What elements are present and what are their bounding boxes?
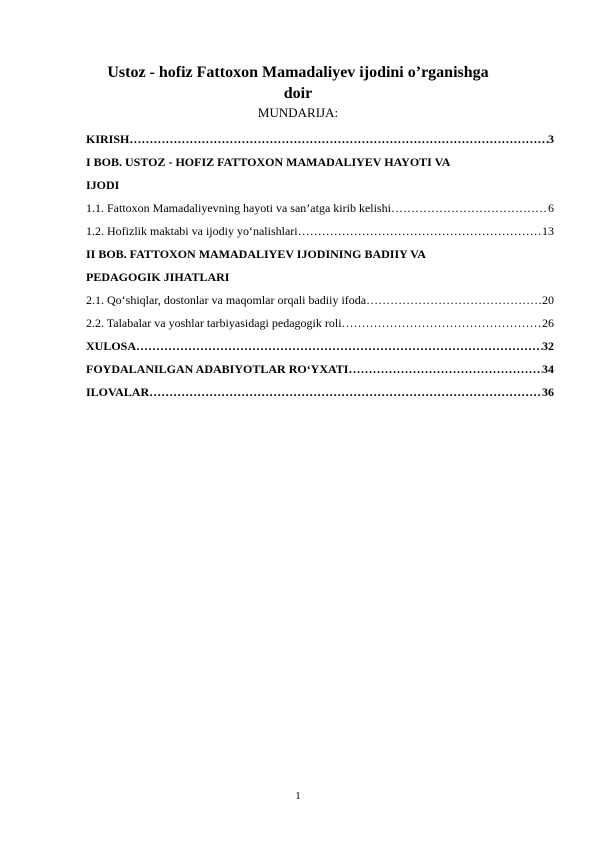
- toc-entry-appendices[interactable]: [86, 381, 554, 404]
- title-line-1: Ustoz - hofiz Fattoxon Mamadaliyev ijodini o’rganishga: [107, 64, 489, 81]
- toc-dot-leader: [136, 335, 542, 358]
- toc-dot-leader: [348, 358, 542, 381]
- table-of-contents: [86, 128, 554, 404]
- toc-chapter-2-heading[interactable]: [86, 243, 554, 289]
- chapter-heading-line-2: IJODI: [86, 178, 120, 192]
- toc-dot-leader: [342, 312, 542, 335]
- toc-entry-label: FOYDALANILGAN ADABIYOTLAR RO‘YXATI: [86, 362, 349, 376]
- toc-entry-label: KIRISH: [86, 132, 130, 146]
- toc-dot-leader: [391, 197, 548, 220]
- toc-entry-1-2[interactable]: [86, 220, 554, 243]
- toc-entry-label: ILOVALAR: [86, 385, 150, 399]
- toc-entry-label: 1.1. Fattoxon Mamadaliyevning hayoti va san’atga kirib kelishi: [86, 201, 391, 215]
- toc-entry-page: 20: [542, 293, 554, 307]
- title-line-2: doir: [283, 85, 313, 102]
- page-number: 1: [295, 790, 301, 802]
- toc-dot-leader: [149, 381, 542, 404]
- toc-entry-label: 2.1. Qo‘shiqlar, dostonlar va maqomlar orqali badiiy ifoda: [86, 293, 367, 307]
- toc-entry-2-1[interactable]: [86, 289, 554, 312]
- toc-entry-page: 32: [542, 339, 554, 353]
- toc-dot-leader: [129, 128, 548, 151]
- toc-dot-leader: [298, 220, 542, 243]
- toc-entry-label: 1.2. Hofizlik maktabi va ijodiy yo‘nalishlari: [86, 224, 298, 238]
- toc-entry-page: 36: [542, 385, 554, 399]
- chapter-heading-line-2: PEDAGOGIK JIHATLARI: [86, 270, 230, 284]
- toc-entry-2-2[interactable]: [86, 312, 554, 335]
- toc-entry-label: XULOSA: [86, 339, 137, 353]
- toc-entry-page: 26: [542, 316, 554, 330]
- toc-chapter-1-heading[interactable]: [86, 151, 554, 197]
- toc-dot-leader: [366, 289, 542, 312]
- toc-entry-references[interactable]: [86, 358, 554, 381]
- toc-entry-page: 6: [548, 201, 554, 215]
- toc-entry-xulosa[interactable]: [86, 335, 554, 358]
- toc-entry-page: 3: [548, 132, 554, 146]
- chapter-heading-line-1: I BOB. USTOZ - HOFIZ FATTOXON MAMADALIYEV HAYOTI VA: [86, 155, 451, 169]
- toc-heading: MUNDARIJA:: [257, 105, 339, 120]
- toc-entry-page: 34: [542, 362, 554, 376]
- document-title: [0, 62, 596, 104]
- chapter-heading-line-1: II BOB. FATTOXON MAMADALIYEV IJODINING BADIIY VA: [86, 247, 426, 261]
- toc-entry-1-1[interactable]: [86, 197, 554, 220]
- toc-entry-label: 2.2. Talabalar va yoshlar tarbiyasidagi pedagogik roli: [86, 316, 342, 330]
- toc-entry-page: 13: [542, 224, 554, 238]
- toc-entry-kirish[interactable]: [86, 128, 554, 151]
